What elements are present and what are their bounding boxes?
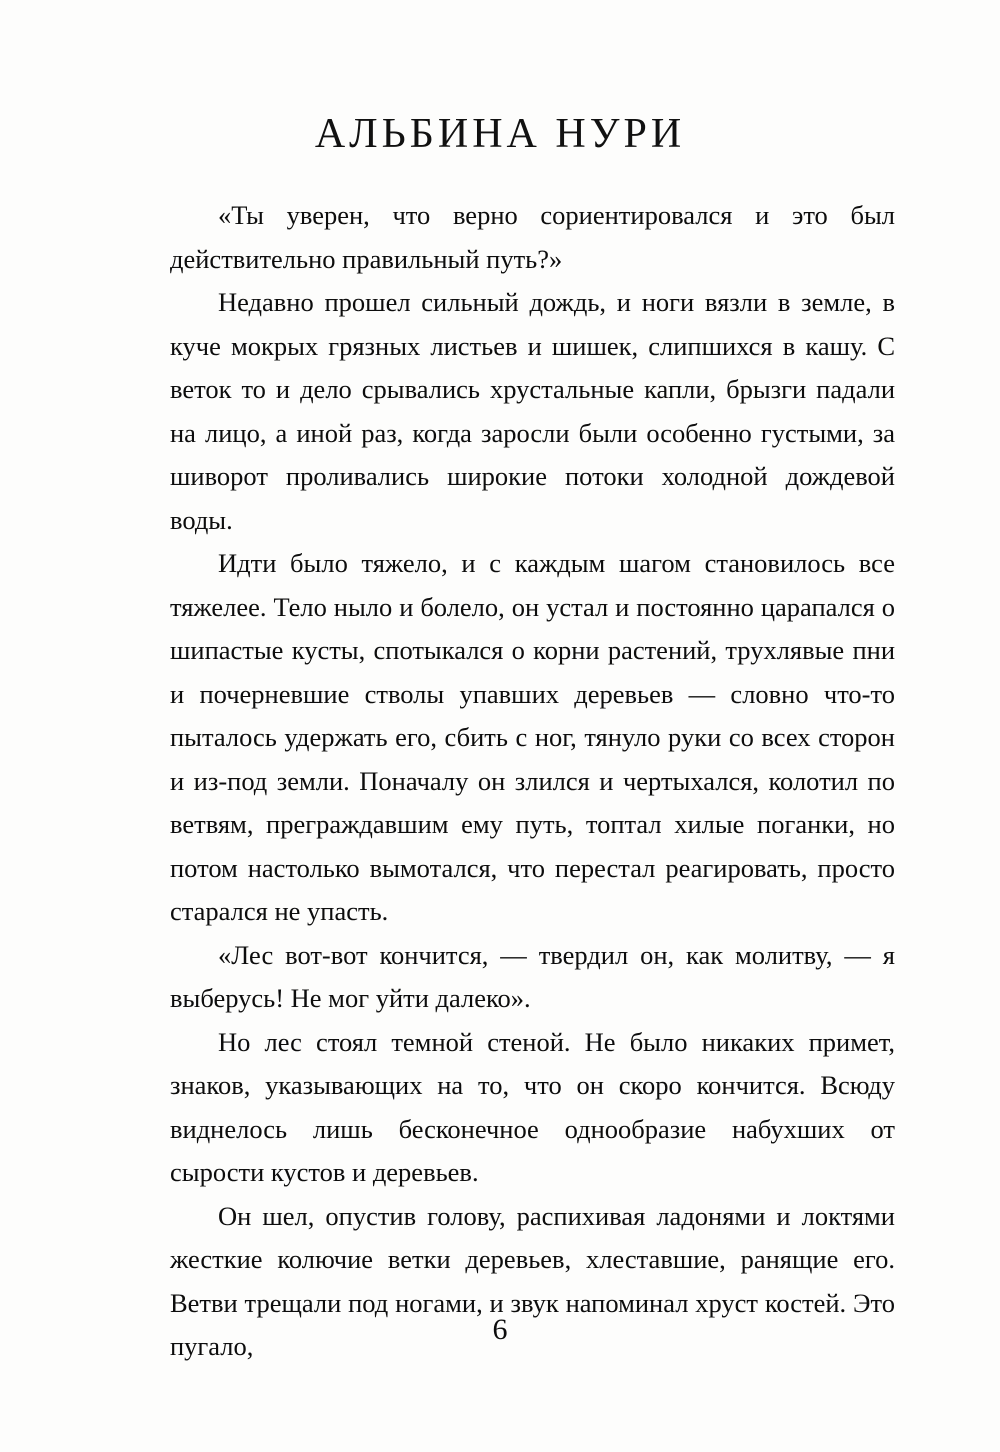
running-head: АЛЬБИНА НУРИ [314, 111, 686, 157]
paragraph: «Ты уверен, что верно сориентировался и это был действительно правильный путь?» [170, 200, 895, 274]
paragraph: Идти было тяжело, и с каждым шагом становилось все тяжелее. Тело ныло и болело, он устал и постоянно царапался о шипастые кусты, спотыкался о корни растений, трухлявые пни и почерневшие стволы упавших деревьев — словно что-то пыталось удержать его, сбить с ног, тянуло руки со всех сторон и из-под земли. Поначалу он злился и чертыхался, колотил по ветвям, преграждавшим ему путь, топтал хилые поганки, но потом настолько вымотался, что перестал реагировать, просто старался не упасть. [170, 548, 895, 926]
paragraph: «Лес вот-вот кончится, — твердил он, как молитву, — я выберусь! Не мог уйти далеко». [170, 939, 895, 1013]
page-number: 6 [492, 1313, 508, 1346]
paragraph: Недавно прошел сильный дождь, и ноги вязли в земле, в куче мокрых грязных листьев и шишек, слипшихся в кашу. С веток то и дело срывались хрустальные капли, брызги падали на лицо, а иной раз, когда заросли были особенно густыми, за шиворот проливались широкие потоки холодной дождевой воды. [170, 287, 895, 535]
paragraph: Но лес стоял темной стеной. Не было никаких примет, знаков, указывающих на то, что он скоро кончится. Всюду виднелось лишь бесконечное однообразие набухших от сырости кустов и деревьев. [170, 1026, 895, 1187]
paragraph: Он шел, опустив голову, распихивая ладонями и локтями жесткие колючие ветки деревьев, хлеставшие, ранящие его. Ветви трещали под ногами, и звук напоминал хруст костей. Это пугало, [170, 1200, 895, 1361]
page-body [0, 158, 1000, 1369]
